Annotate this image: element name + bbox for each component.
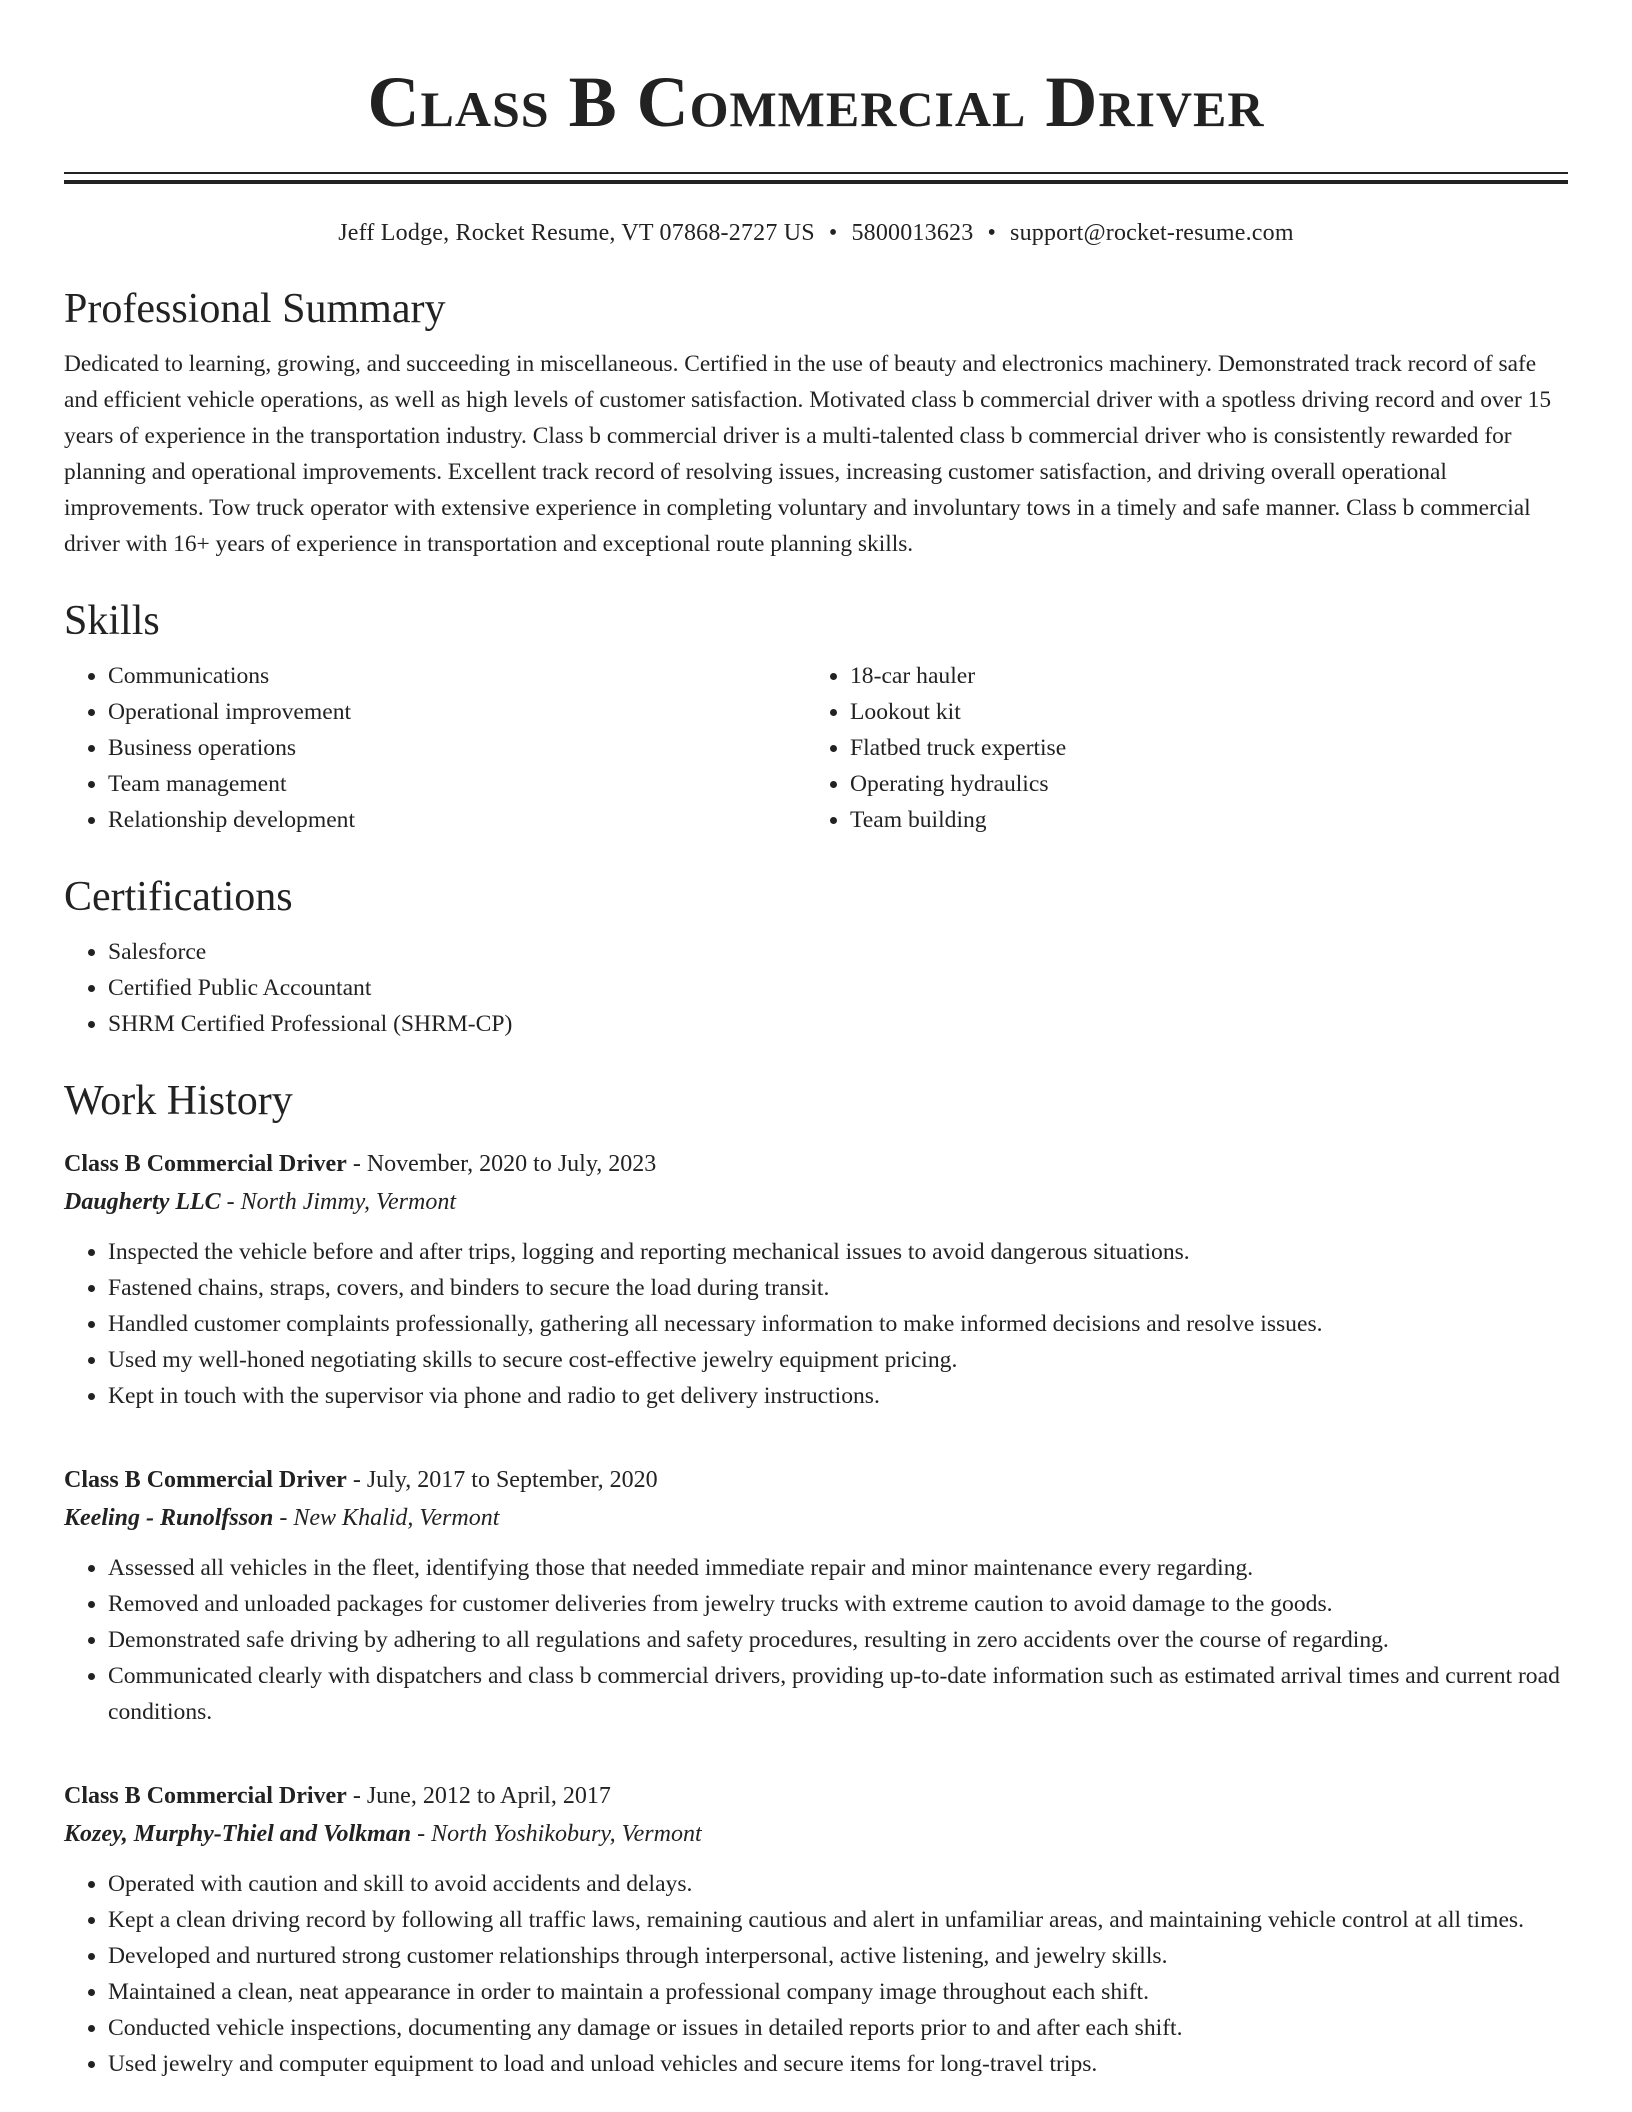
- job-dash: -: [226, 1189, 235, 1215]
- skill-item: • Operational improvement: [108, 694, 806, 730]
- contact-address: Jeff Lodge, Rocket Resume, VT 07868-2727 US: [338, 220, 815, 246]
- job-bullet: • Operated with caution and skill to avoid accidents and delays.: [108, 1866, 1568, 1902]
- job-company-line: [64, 1184, 1568, 1220]
- contact-email: support@rocket-resume.com: [1010, 220, 1294, 246]
- certification-item: • Certified Public Accountant: [108, 970, 1568, 1006]
- job-bullet: • Removed and unloaded packages for customer deliveries from jewelry trucks with extreme caution to avoid damage to the goods.: [108, 1586, 1568, 1622]
- summary-text: Dedicated to learning, growing, and succeeding in miscellaneous. Certified in the use of beauty and electronics machinery. Demonstrated track record of safe and efficient vehicle operations, as well as high levels of customer satisfaction. Motivated class b commercial driver with a spotless driving record and over 15 years of experience in the transportation industry. Class b commercial driver is a multi-talented class b commercial driver who is consistently rewarded for planning and operational improvements. Excellent track record of resolving issues, increasing customer satisfaction, and driving overall operational improvements. Tow truck operator with extensive experience in completing voluntary and involuntary tows in a timely and safe manner. Class b commercial driver with 16+ years of experience in transportation and exceptional route planning skills.: [64, 351, 1552, 557]
- work-history-heading: Work History: [64, 1078, 293, 1124]
- job-bullet: • Kept a clean driving record by following all traffic laws, remaining cautious and alert in unfamiliar areas, and maintaining vehicle control at all times.: [108, 1902, 1568, 1938]
- job-bullet: • Kept in touch with the supervisor via phone and radio to get delivery instructions.: [108, 1378, 1568, 1414]
- job-bullet: • Used my well-honed negotiating skills to secure cost-effective jewelry equipment pricing.: [108, 1342, 1568, 1378]
- skill-item: • Flatbed truck expertise: [850, 730, 1548, 766]
- job-title: Class B Commercial Driver: [64, 1467, 347, 1493]
- job-company: Kozey, Murphy-Thiel and Volkman: [64, 1821, 412, 1847]
- certifications-list: [64, 934, 1568, 1042]
- job-bullets: [64, 1866, 1568, 2082]
- certifications-heading: Certifications: [64, 874, 293, 920]
- job-bullet: • Assessed all vehicles in the fleet, identifying those that needed immediate repair and minor maintenance every regarding.: [108, 1550, 1568, 1586]
- job-bullet: • Fastened chains, straps, covers, and binders to secure the load during transit.: [108, 1270, 1568, 1306]
- job-title-line: [64, 1462, 1568, 1498]
- job-title-line: [64, 1146, 1568, 1182]
- job-bullet: • Conducted vehicle inspections, documenting any damage or issues in detailed reports prior to and after each shift.: [108, 2010, 1568, 2046]
- job-location: North Jimmy, Vermont: [240, 1189, 456, 1215]
- job-dash: -: [279, 1505, 288, 1531]
- job-dash: -: [352, 1151, 361, 1177]
- job-location: New Khalid, Vermont: [293, 1505, 500, 1531]
- skills-columns: [64, 658, 1568, 838]
- job-entry: [64, 1462, 1568, 1730]
- job-title-line: [64, 1778, 1568, 1814]
- summary-heading: Professional Summary: [64, 286, 446, 332]
- skill-item: • 18-car hauler: [850, 658, 1548, 694]
- skill-item: • Relationship development: [108, 802, 806, 838]
- job-title: Class B Commercial Driver: [64, 1783, 347, 1809]
- title-rule-thin: [64, 172, 1568, 174]
- title-rule-thick: [64, 180, 1568, 184]
- job-location: North Yoshikobury, Vermont: [431, 1821, 702, 1847]
- contact-line: [64, 216, 1568, 250]
- skill-item: • Lookout kit: [850, 694, 1548, 730]
- job-dash: -: [417, 1821, 426, 1847]
- job-bullet: • Maintained a clean, neat appearance in order to maintain a professional company image throughout each shift.: [108, 1974, 1568, 2010]
- skills-list-right: [806, 658, 1548, 838]
- job-company-line: [64, 1500, 1568, 1536]
- job-dash: -: [352, 1783, 361, 1809]
- job-bullet: • Used jewelry and computer equipment to load and unload vehicles and secure items for long-travel trips.: [108, 2046, 1568, 2082]
- job-company: Keeling - Runolfsson: [64, 1505, 274, 1531]
- job-dates: July, 2017 to September, 2020: [366, 1467, 658, 1493]
- job-bullets: [64, 1234, 1568, 1414]
- resume-title: Class B Commercial Driver: [367, 62, 1265, 142]
- job-entry: [64, 1146, 1568, 1414]
- contact-separator: •: [987, 220, 997, 246]
- job-bullet: • Demonstrated safe driving by adhering to all regulations and safety procedures, resulting in zero accidents over the course of regarding.: [108, 1622, 1568, 1658]
- skill-item: • Team management: [108, 766, 806, 802]
- certification-item: • Salesforce: [108, 934, 1568, 970]
- job-entry: [64, 1778, 1568, 2082]
- job-bullet: • Communicated clearly with dispatchers and class b commercial drivers, providing up-to-date information such as estimated arrival times and current road conditions.: [108, 1658, 1568, 1730]
- skill-item: • Team building: [850, 802, 1548, 838]
- skill-item: • Operating hydraulics: [850, 766, 1548, 802]
- skill-item: • Business operations: [108, 730, 806, 766]
- contact-phone: 5800013623: [851, 220, 974, 246]
- skills-column-left: [64, 658, 806, 838]
- job-company-line: [64, 1816, 1568, 1852]
- job-company: Daugherty LLC: [64, 1189, 221, 1215]
- job-bullets: [64, 1550, 1568, 1730]
- certification-item: • SHRM Certified Professional (SHRM-CP): [108, 1006, 1568, 1042]
- skill-item: • Communications: [108, 658, 806, 694]
- job-title: Class B Commercial Driver: [64, 1151, 347, 1177]
- skills-heading: Skills: [64, 598, 160, 644]
- skills-list-left: [64, 658, 806, 838]
- skills-column-right: [806, 658, 1548, 838]
- job-bullet: • Inspected the vehicle before and after trips, logging and reporting mechanical issues to avoid dangerous situations.: [108, 1234, 1568, 1270]
- job-bullet: • Handled customer complaints professionally, gathering all necessary information to make informed decisions and resolve issues.: [108, 1306, 1568, 1342]
- job-dates: November, 2020 to July, 2023: [366, 1151, 657, 1177]
- job-dates: June, 2012 to April, 2017: [366, 1783, 611, 1809]
- contact-separator: •: [828, 220, 838, 246]
- job-dash: -: [352, 1467, 361, 1493]
- job-bullet: • Developed and nurtured strong customer relationships through interpersonal, active listening, and jewelry skills.: [108, 1938, 1568, 1974]
